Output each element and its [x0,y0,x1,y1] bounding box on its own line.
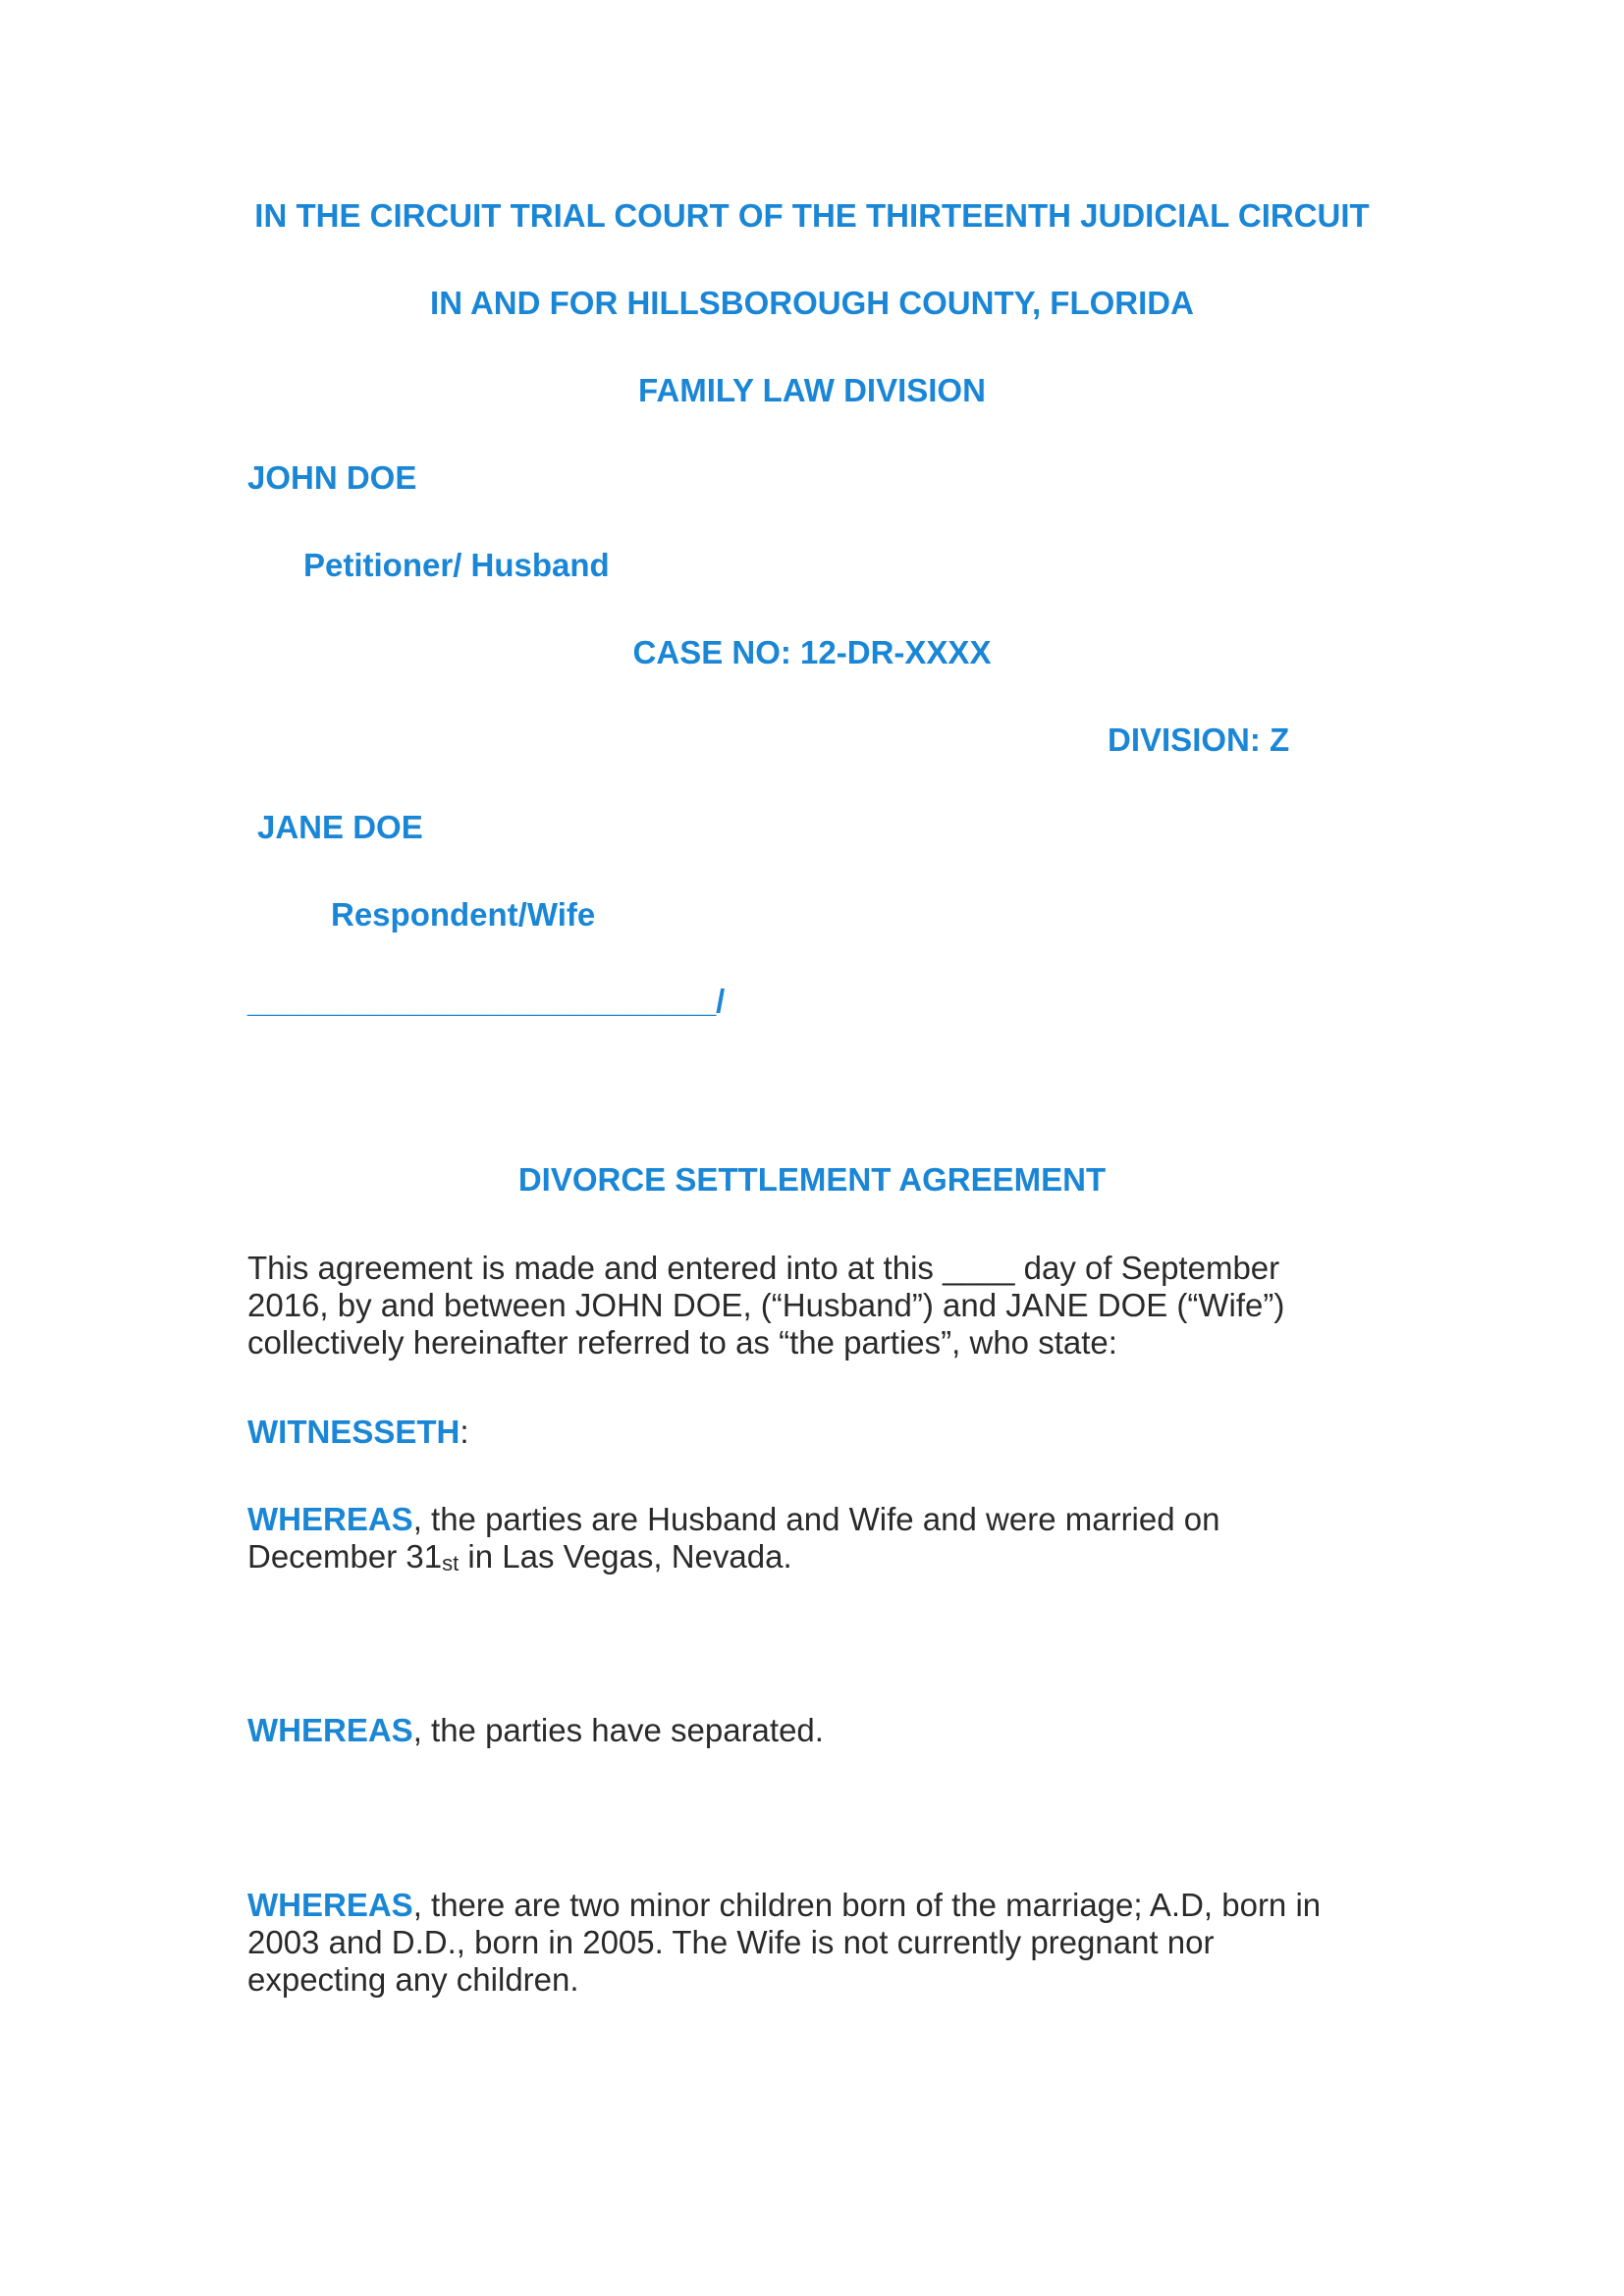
whereas-paragraph-3 [247,1887,1321,1999]
whereas-3-line-3: expecting any children. [247,1961,579,1998]
petitioner-name: JOHN DOE [247,459,417,496]
whereas-paragraph-1 [247,1501,1219,1575]
whereas-3-line-1: , there are two minor children born of the marriage; A.D, born in [412,1887,1322,1923]
respondent-role: Respondent/Wife [331,896,596,933]
whereas-1-line-1: , the parties are Husband and Wife and were married on [412,1501,1220,1537]
family-law-division-heading: FAMILY LAW DIVISION [638,372,986,408]
ordinal-suffix: st [442,1551,460,1575]
document-title: DIVORCE SETTLEMENT AGREEMENT [517,1161,1107,1198]
whereas-1-line-2-place: in Las Vegas, Nevada. [459,1538,792,1575]
court-heading-line-2: IN AND FOR HILLSBOROUGH COUNTY, FLORIDA [430,285,1194,321]
petitioner-role: Petitioner/ Husband [303,547,610,583]
whereas-label: WHEREAS [247,1501,413,1537]
intro-paragraph [247,1250,1284,1362]
whereas-label: WHEREAS [247,1887,413,1923]
respondent-name: JANE DOE [257,809,423,845]
division-label: DIVISION: Z [1108,721,1290,758]
caption-signature-line: __________________________/ [247,983,726,1019]
intro-line-3: collectively hereinafter referred to as “the parties”, who state: [247,1324,1117,1361]
court-heading-line-1: IN THE CIRCUIT TRIAL COURT OF THE THIRTEENTH JUDICIAL CIRCUIT [254,197,1370,234]
witnesseth-colon: : [460,1414,469,1450]
witnesseth-label: WITNESSETH [247,1414,460,1450]
intro-line-1: This agreement is made and entered into at this ____ day of September [247,1250,1280,1286]
intro-line-2: 2016, by and between JOHN DOE, (“Husband”) and JANE DOE (“Wife”) [247,1287,1285,1323]
whereas-2-line-1: , the parties have separated. [412,1712,824,1748]
witnesseth-paragraph [247,1414,469,1451]
case-number: CASE NO: 12-DR-XXXX [632,634,992,670]
whereas-label: WHEREAS [247,1712,413,1748]
whereas-paragraph-2 [247,1712,824,1749]
whereas-1-line-2-date: December 31 [247,1538,443,1575]
whereas-3-line-2: 2003 and D.D., born in 2005. The Wife is not currently pregnant nor [247,1924,1215,1960]
